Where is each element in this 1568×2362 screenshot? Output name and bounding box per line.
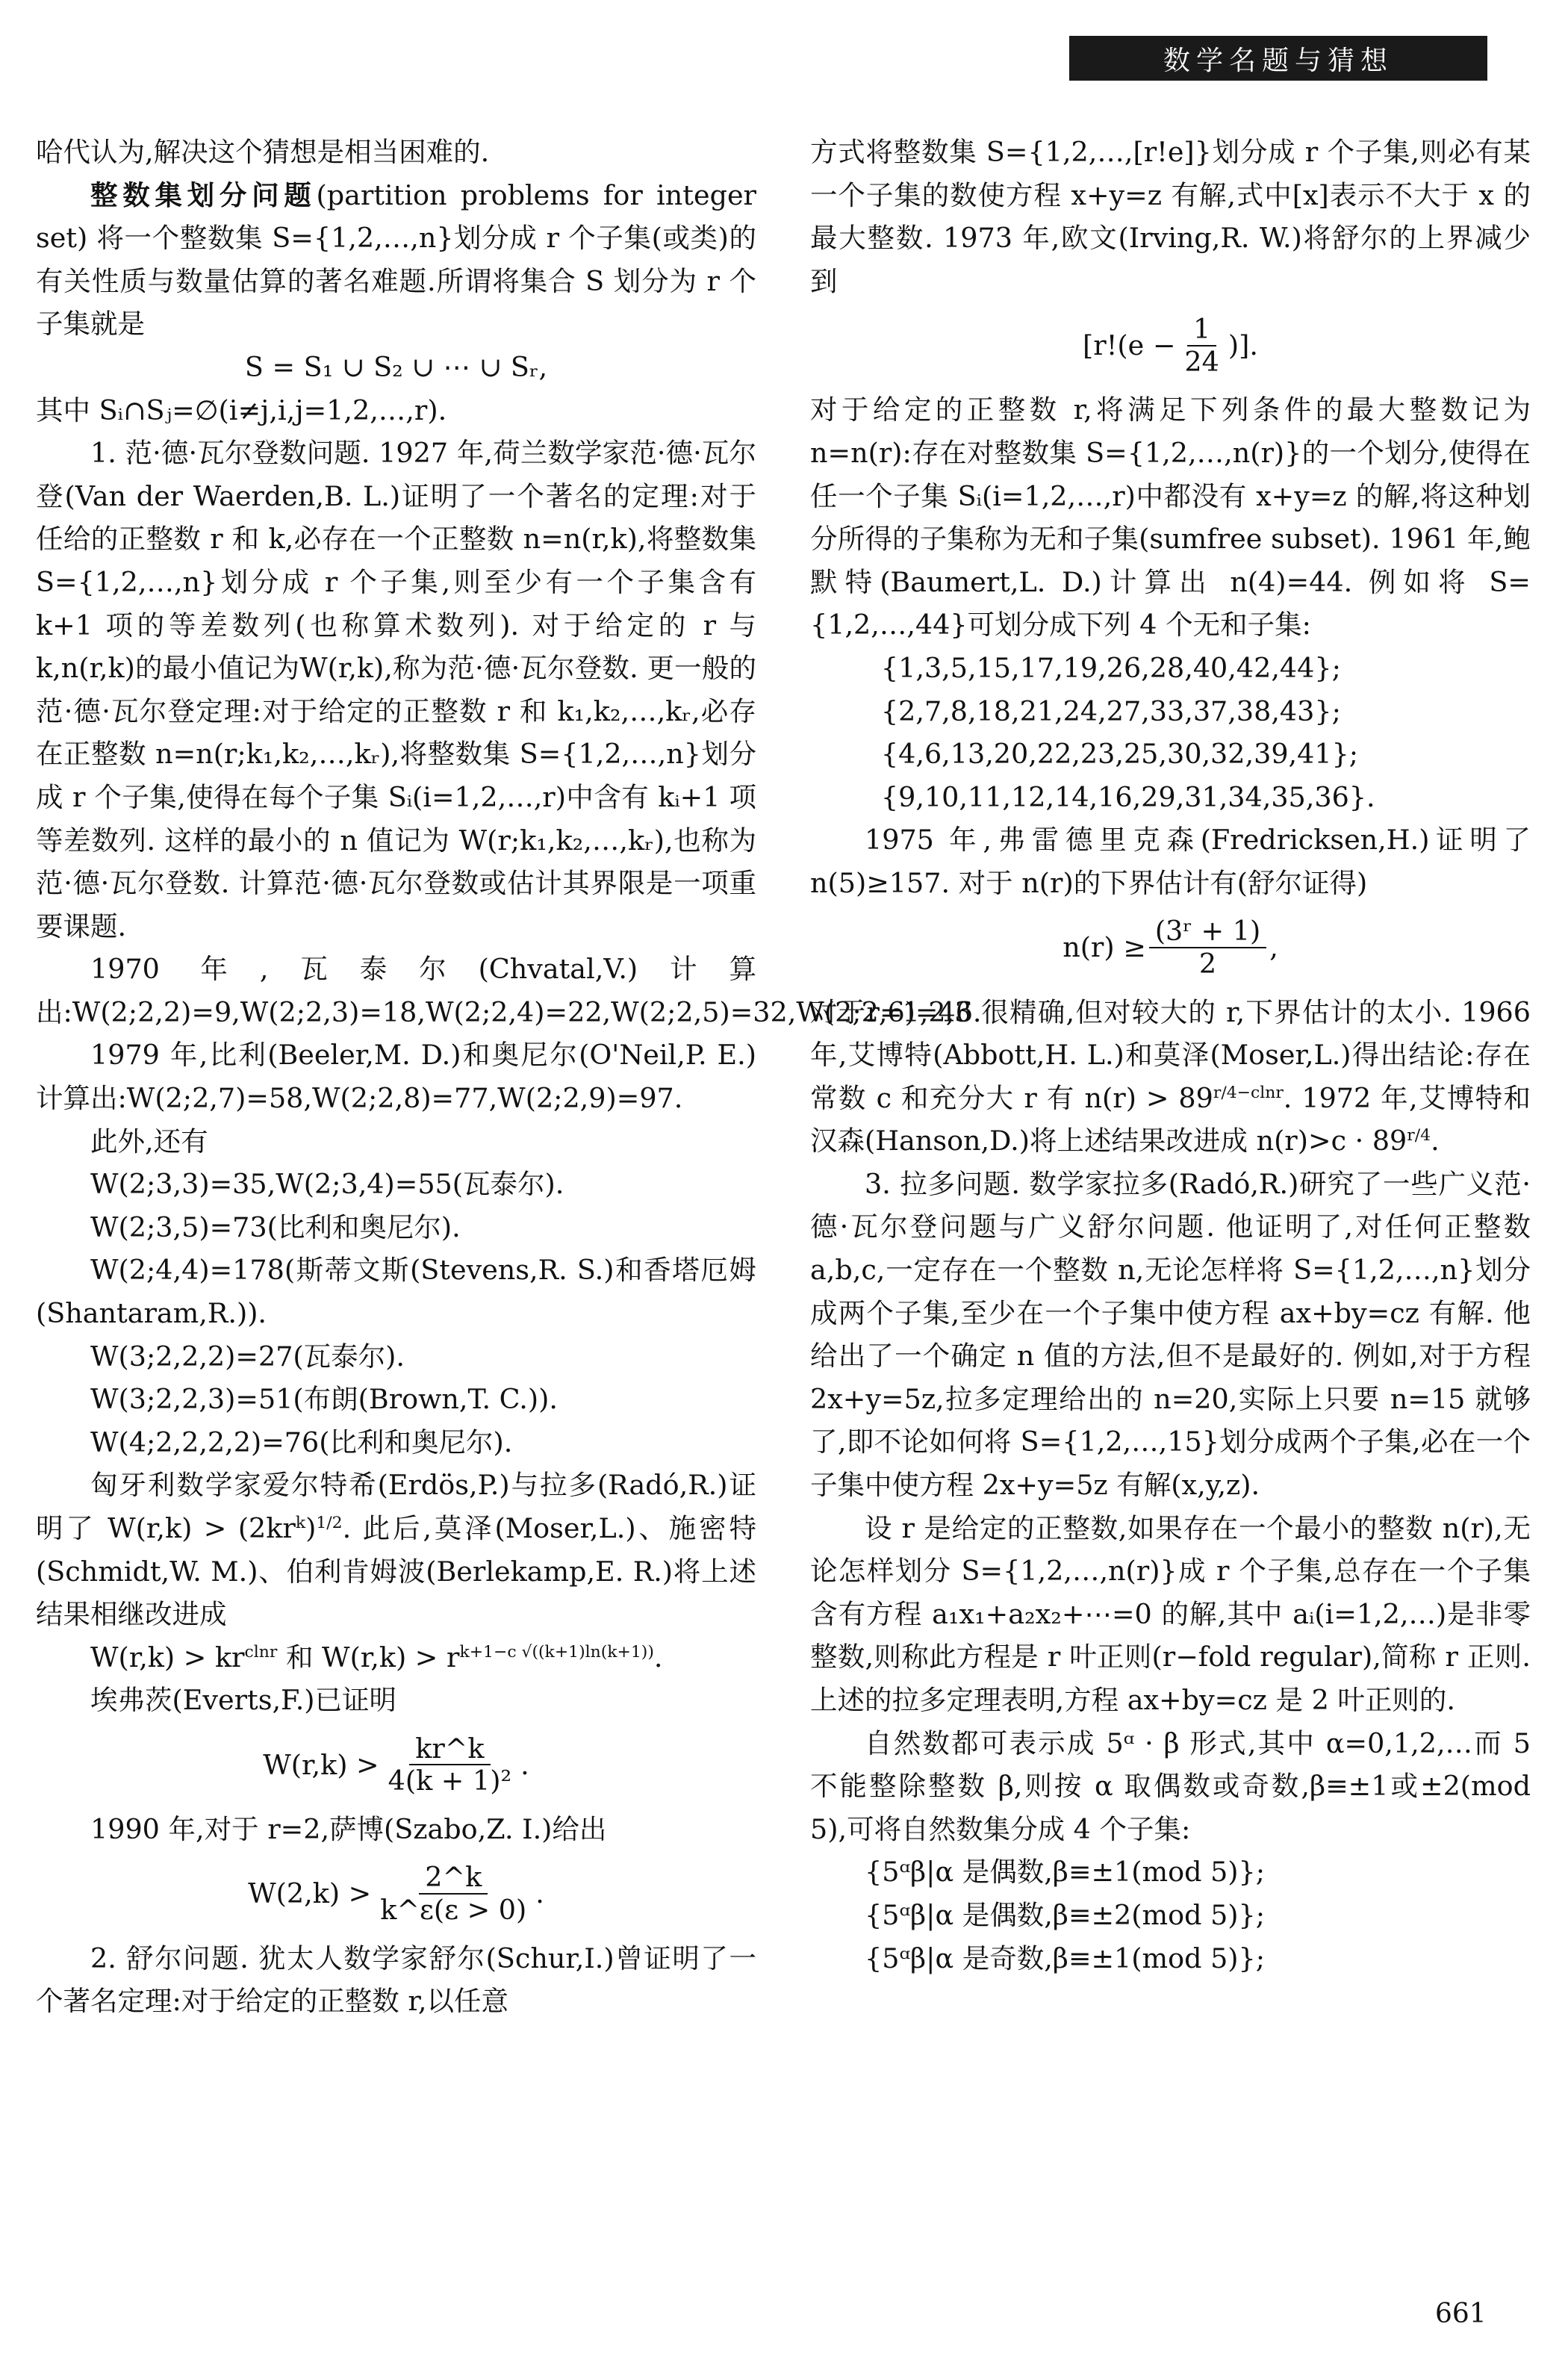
- paragraph: W(2;3,5)=73(比利和奥尼尔).: [90, 1210, 461, 1243]
- subset-line: {5ᵅβ|α 是偶数,β≡±2(mod 5)};: [865, 1898, 1266, 1931]
- paragraph: 哈代认为,解决这个猜想是相当困难的.: [36, 136, 490, 168]
- paragraph: 1990 年,对于 r=2,萨博(Szabo,Z. I.)给出: [90, 1812, 607, 1845]
- paragraph: W(3;2,2,2)=27(瓦泰尔).: [90, 1340, 405, 1373]
- right-column: [810, 131, 1531, 1980]
- paragraph: 埃弗茨(Everts,F.)已证明: [90, 1684, 397, 1717]
- running-header: 数学名题与猜想: [1069, 36, 1487, 81]
- paragraph: 1. 范·德·瓦尔登数问题. 1927 年,荷兰数学家范·德·瓦尔登(Van der Waerden,B. L.)证明了一个著名的定理:对于任给的正整数 r 和 k,必存在一个正整数 n=n(r,k),将整数集 S={1,2,…,n}划分成 r 个子集,则至少有一个子集含有 k+1 项的等差数列(也称算术数列). 对于给定的 r 与 k,n(r,k)的最小值记为W(r,k),称为范·德·瓦尔登数. 更一般的范·德·瓦尔登定理:对于给定的正整数 r 和 k₁,k₂,…,kᵣ,必存在正整数 n=n(r;k₁,k₂,…,kᵣ),将整数集 S={1,2,…,n}划分成 r 个子集,使得在每个子集 Sᵢ(i=1,2,…,r)中含有 kᵢ+1 项等差数列. 这样的最小的 n 值记为 W(r;k₁,k₂,…,kᵣ),也称为范·德·瓦尔登数. 计算范·德·瓦尔登数或估计其界限是一项重要课题.: [36, 437, 756, 942]
- fraction: [1149, 916, 1266, 980]
- text-run: . 此后,莫泽(Moser,L.)、施密特(Schmidt,W. M.)、伯利肯姆波(Berlekamp,E. R.)将上述结果相继改进成: [36, 1512, 756, 1631]
- superscript: r/4−clnr: [1213, 1083, 1284, 1102]
- paragraph: W(2;3,3)=35,W(2;3,4)=55(瓦泰尔).: [90, 1168, 564, 1201]
- page-number: 661: [1435, 2299, 1487, 2329]
- set-line: {9,10,11,12,14,16,29,31,34,35,36}.: [880, 780, 1375, 813]
- equation-tail: )].: [1228, 329, 1258, 362]
- superscript: r/4: [1407, 1126, 1431, 1146]
- set-line: {1,3,5,15,17,19,26,28,40,42,44};: [880, 651, 1341, 684]
- equation: [36, 1636, 756, 1679]
- superscript: k: [295, 1513, 306, 1532]
- paragraph: [810, 991, 1531, 1163]
- paragraph: W(4;2,2,2,2)=76(比利和奥尼尔).: [90, 1426, 513, 1458]
- set-line: {4,6,13,20,22,23,25,30,32,39,41};: [880, 738, 1359, 771]
- paragraph: 3. 拉多问题. 数学家拉多(Radó,R.)研究了一些广义范·德·瓦尔登问题与广义舒尔问题. 他证明了,对任何正整数 a,b,c,一定存在一个整数 n,无论怎样将 S={1,2,…,n}划分成两个子集,至少在一个子集中使方程 ax+by=cz 有解. 他给出了一个确定 n 值的方法,但不是最好的. 例如,对于方程 2x+y=5z,拉多定理给出的 n=20,实际上只要 n=15 就够了,即不论如何将 S={1,2,…,15}划分成两个子集,必在一个子集中使方程 2x+y=5z 有解(x,y,z).: [810, 1167, 1531, 1502]
- denominator: 2: [1198, 948, 1217, 980]
- fraction: [382, 1733, 517, 1797]
- paragraph: [36, 174, 756, 346]
- paragraph: 自然数都可表示成 5ᵅ · β 形式,其中 α=0,1,2,…而 5 不能整除整数 β,则按 α 取偶数或奇数,β≡±1或±2(mod 5),可将自然数集分成 4 个子集:: [810, 1727, 1531, 1845]
- equation: S = S₁ ∪ S₂ ∪ ⋯ ∪ Sᵣ,: [244, 350, 548, 383]
- text-run: 和 W(r,k) > r: [277, 1641, 460, 1673]
- punctuation: ,: [1269, 931, 1278, 964]
- display-equation: [810, 302, 1531, 388]
- paragraph: [36, 1464, 756, 1635]
- paragraph: 其中 Sᵢ∩Sⱼ=∅(i≠j,i,j=1,2,…,r).: [36, 394, 447, 426]
- text-run: . 1972 年,艾博特和汉森(Hanson,D.)将上述结果改进成 n(r)>c · 89: [810, 1081, 1531, 1157]
- display-equation: [36, 1851, 756, 1937]
- superscript: k+1−c √((k+1)ln(k+1)): [459, 1642, 654, 1662]
- set-line: {2,7,8,18,21,24,27,33,37,38,43};: [880, 694, 1341, 727]
- denominator: k^ε(ε > 0): [380, 1894, 527, 1927]
- paragraph: 1979 年,比利(Beeler,M. D.)和奥尼尔(O'Neil,P. E.)计算出:W(2;2,7)=58,W(2;2,8)=77,W(2;2,9)=97.: [36, 1039, 756, 1115]
- equation-lhs: [r!(e −: [1083, 329, 1176, 362]
- text-run: 匈牙利数学家爱尔特希(Erdös,P.)与拉多(Radó,R.)证明了 W(r,k) > (2kr: [36, 1469, 756, 1544]
- paragraph: W(2;4,4)=178(斯蒂文斯(Stevens,R. S.)和香塔厄姆(Shantaram,R.)).: [36, 1254, 756, 1330]
- equation-lhs: W(r,k) >: [263, 1748, 379, 1781]
- fraction: [1178, 314, 1225, 378]
- term-heading: 整数集划分问题: [90, 178, 317, 211]
- punctuation: .: [535, 1877, 544, 1910]
- numerator: 1: [1187, 314, 1216, 346]
- numerator: 2^k: [419, 1862, 488, 1895]
- text-run: .: [1431, 1125, 1440, 1157]
- display-equation: [36, 1722, 756, 1808]
- fraction: [374, 1862, 532, 1926]
- equation-lhs: n(r) ≥: [1063, 931, 1146, 964]
- superscript: clnr: [244, 1642, 278, 1662]
- numerator: (3ʳ + 1): [1149, 916, 1266, 948]
- paragraph: 方式将整数集 S={1,2,…,[r!e]}划分成 r 个子集,则必有某一个子集的数使方程 x+y=z 有解,式中[x]表示不大于 x 的最大整数. 1973 年,欧文(Irving,R. W.)将舒尔的上界减少到: [810, 136, 1531, 297]
- paragraph: 1975 年,弗雷德里克森(Fredricksen,H.)证明了 n(5)≥157. 对于 n(r)的下界估计有(舒尔证得): [810, 824, 1531, 899]
- paragraph: 1970 年,瓦泰尔(Chvatal,V.)计算出:W(2;2,2)=9,W(2;2,3)=18,W(2;2,4)=22,W(2;2,5)=32,W(2;2,6)=46.: [36, 953, 982, 1028]
- subset-line: {5ᵅβ|α 是偶数,β≡±1(mod 5)};: [865, 1856, 1266, 1889]
- paragraph: 此外,还有: [90, 1125, 208, 1157]
- text-run: .: [653, 1641, 663, 1673]
- punctuation: .: [520, 1748, 529, 1781]
- superscript: 1/2: [316, 1513, 343, 1532]
- denominator: 4(k + 1)²: [388, 1765, 512, 1797]
- paragraph: 2. 舒尔问题. 犹太人数学家舒尔(Schur,I.)曾证明了一个著名定理:对于给定的正整数 r,以任意: [36, 1942, 756, 2018]
- subset-line: {5ᵅβ|α 是奇数,β≡±1(mod 5)};: [865, 1942, 1266, 1974]
- display-equation: [810, 905, 1531, 991]
- paragraph-text: (partition problems for integer set) 将一个整数集 S={1,2,…,n}划分成 r 个子集(或类)的有关性质与数量估算的著名难题.所谓将集合 S 划分为 r 个子集就是: [36, 178, 756, 341]
- numerator: kr^k: [409, 1733, 490, 1766]
- paragraph: W(3;2,2,3)=51(布朗(Brown,T. C.)).: [90, 1383, 558, 1416]
- text-run: 对于r=1,2,3 很精确,但对较大的 r,下界估计的太小. 1966 年,艾博特(Abbott,H. L.)和莫泽(Moser,L.)得出结论:存在常数 c 和充分大 r 有 n(r) > 89: [810, 995, 1531, 1114]
- denominator: 24: [1184, 345, 1219, 378]
- paragraph: 设 r 是给定的正整数,如果存在一个最小的整数 n(r),无论怎样划分 S={1,2,…,n(r)}成 r 个子集,总存在一个子集含有方程 a₁x₁+a₂x₂+⋯=0 的解,其中 aᵢ(i=1,2,…)是非零整数,则称此方程是 r 叶正则(r−fold regular),简称 r 正则. 上述的拉多定理表明,方程 ax+by=cz 是 2 叶正则的.: [810, 1511, 1531, 1716]
- equation-lhs: W(2,k) >: [248, 1877, 372, 1910]
- paragraph: 对于给定的正整数 r,将满足下列条件的最大整数记为 n=n(r):存在对整数集 S={1,2,…,n(r)}的一个划分,使得在任一个子集 Sᵢ(i=1,2,…,r)中都没有 x+y=z 的解,将这种划分所得的子集称为无和子集(sumfree subset). 1961 年,鲍默特(Baumert,L. D.)计算出 n(4)=44. 例如将 S={1,2,…,44}可划分成下列 4 个无和子集:: [810, 394, 1531, 641]
- text-run: W(r,k) > kr: [90, 1641, 245, 1673]
- left-column: [36, 131, 982, 2023]
- text-run: ): [305, 1512, 317, 1544]
